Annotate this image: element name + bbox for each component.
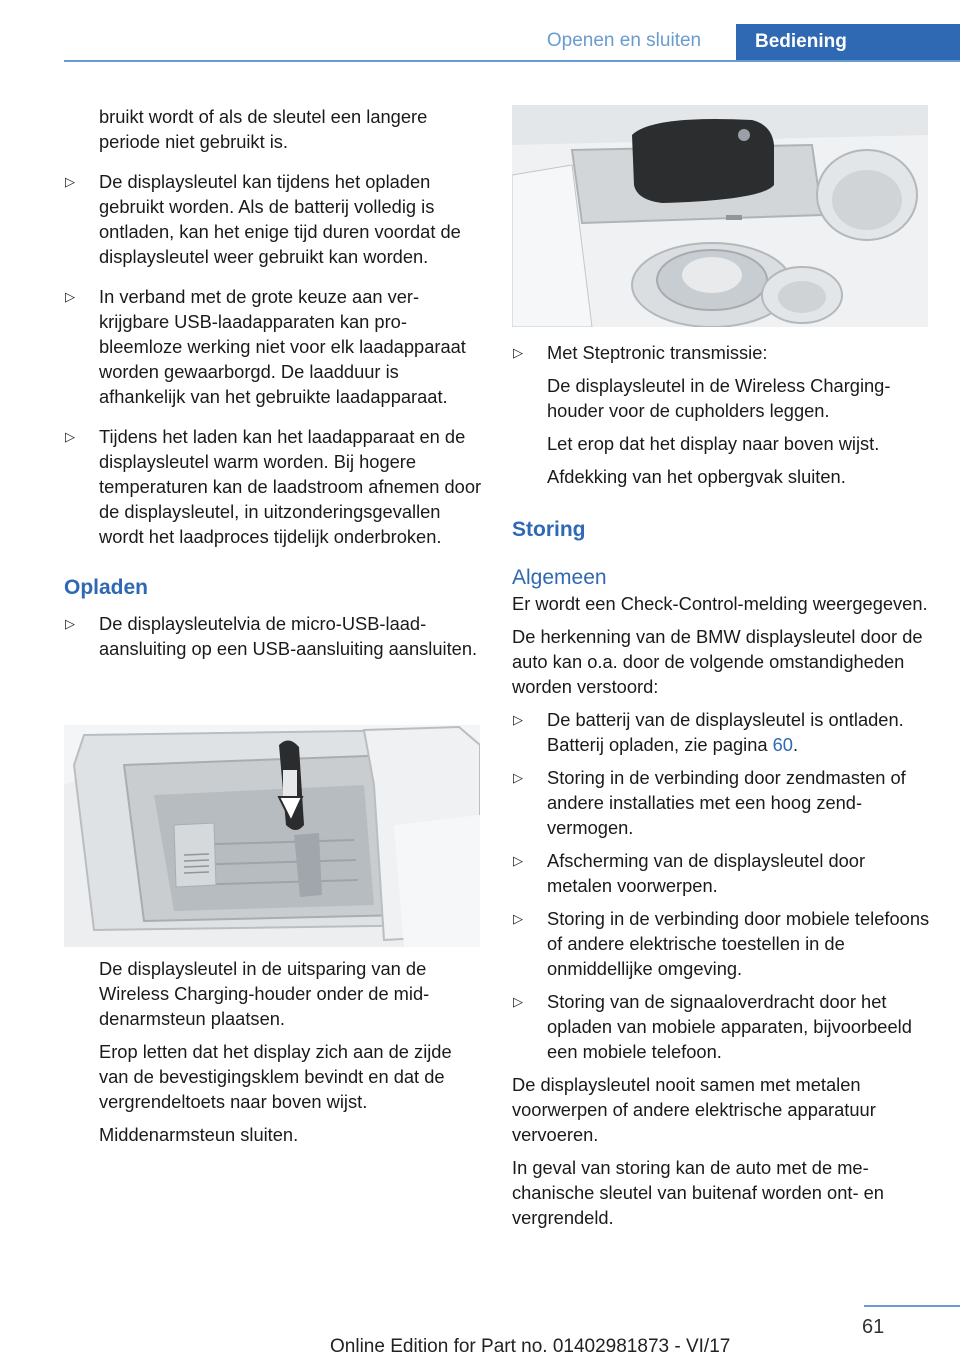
list-item: ▷ De batterij van de displaysleutel is ontladen. Batterij opladen, zie pagina 60. (513, 709, 904, 755)
header-rule (64, 60, 960, 62)
bullet-triangle-icon: ▷ (65, 174, 75, 189)
header-section-title: Openen en sluiten (546, 30, 702, 51)
bullet-triangle-icon: ▷ (513, 770, 523, 785)
list-item: ▷ Storing van de signaaloverdracht door het opladen van mobiele apparaten, bijvoorbeeld een mobiele telefoon. (513, 991, 912, 1062)
header-chapter-tab: Bediening (736, 24, 960, 62)
list-item: ▷ Storing in de verbinding door zendmasten of andere installaties met een hoog zendvermogen. (513, 767, 906, 838)
list-item: ▷ In verband met de grote keuze aan verkrijgbare USB-laadapparaten kan probleemloze werking niet voor elk laadapparaat worden gewaarborgd. De laadduur is afhankelijk van het gebruikte laadapparaat. (65, 286, 466, 407)
bullet-triangle-icon: ▷ (513, 994, 523, 1009)
heading-opladen: Opladen (64, 576, 149, 599)
paragraph: De herkenning van de BMW displaysleutel door de auto kan o.a. door de volgende omstandigheden worden verstoord: (512, 626, 923, 697)
step-text: Erop letten dat het display zich aan de zijde van de bevestigingsklem bevindt en dat de vergrendeltoets naar boven wijst. (99, 1041, 452, 1112)
bullet-triangle-icon: ▷ (513, 911, 523, 926)
list-item: ▷ Storing in de verbinding door mobiele telefoons of andere elektrische toestellen in de onmiddellijke omgeving. (513, 908, 930, 979)
armrest-charging-illustration (64, 725, 480, 947)
list-item: ▷ De displaysleutel kan tijdens het opladen gebruikt worden. Als de batterij volledig is ontladen, kan het enige tijd duren voordat de displaysleutel weer gebruikt kan worden. (65, 171, 461, 267)
bullet-triangle-icon: ▷ (65, 616, 75, 631)
bullet-triangle-icon: ▷ (513, 853, 523, 868)
edition-footer: Online Edition for Part no. 01402981873 - VI/17 (330, 1336, 731, 1357)
list-item: ▷ Met Steptronic transmissie: (513, 342, 768, 363)
left-column (64, 104, 482, 1147)
heading-storing: Storing (512, 518, 586, 541)
page-number: 61 (862, 1316, 885, 1338)
list-item: ▷ Tijdens het laden kan het laadapparaat en de displaysleutel warm worden. Bij hogere temperaturen kan de laadstroom afnemen door de displaysleutel, in uitzonderingsgevallen wordt het laadproces tijdelijk onderbroken. (65, 426, 482, 547)
intro-continuation: bruikt wordt of als de sleutel een langere periode niet gebruikt is. (99, 106, 428, 152)
step-text: Afdekking van het opbergvak sluiten. (547, 466, 846, 487)
page-number-rule (864, 1305, 960, 1307)
page-reference-link[interactable]: 60 (772, 734, 793, 755)
bullet-triangle-icon: ▷ (513, 712, 523, 727)
bullet-triangle-icon: ▷ (513, 345, 523, 360)
paragraph: De displaysleutel nooit samen met metalen voorwerpen of andere elektrische apparatuur vervoeren. (512, 1074, 876, 1145)
bullet-triangle-icon: ▷ (65, 429, 75, 444)
paragraph: In geval van storing kan de auto met de mechanische sleutel van buitenaf worden ont- en vergrendeld. (512, 1157, 884, 1228)
paragraph: Er wordt een Check-Control-melding weergegeven. (512, 593, 928, 614)
list-item: ▷ De displaysleutelvia de micro-USB-laadaansluiting op een USB-aansluiting aansluiten. (65, 613, 478, 659)
heading-algemeen: Algemeen (512, 566, 607, 589)
step-text: Middenarmsteun sluiten. (99, 1124, 299, 1145)
list-item: ▷ Afscherming van de displaysleutel door metalen voorwerpen. (513, 850, 866, 896)
step-text: Let erop dat het display naar boven wijst. (547, 433, 880, 454)
step-text: De displaysleutel in de uitsparing van de Wireless Charging-houder onder de middenarmsteun plaatsen. (99, 958, 430, 1029)
step-text: De displaysleutel in de Wireless Charging-houder voor de cupholders leggen. (547, 375, 891, 421)
cupholder-charging-illustration (512, 105, 928, 327)
bullet-triangle-icon: ▷ (65, 289, 75, 304)
